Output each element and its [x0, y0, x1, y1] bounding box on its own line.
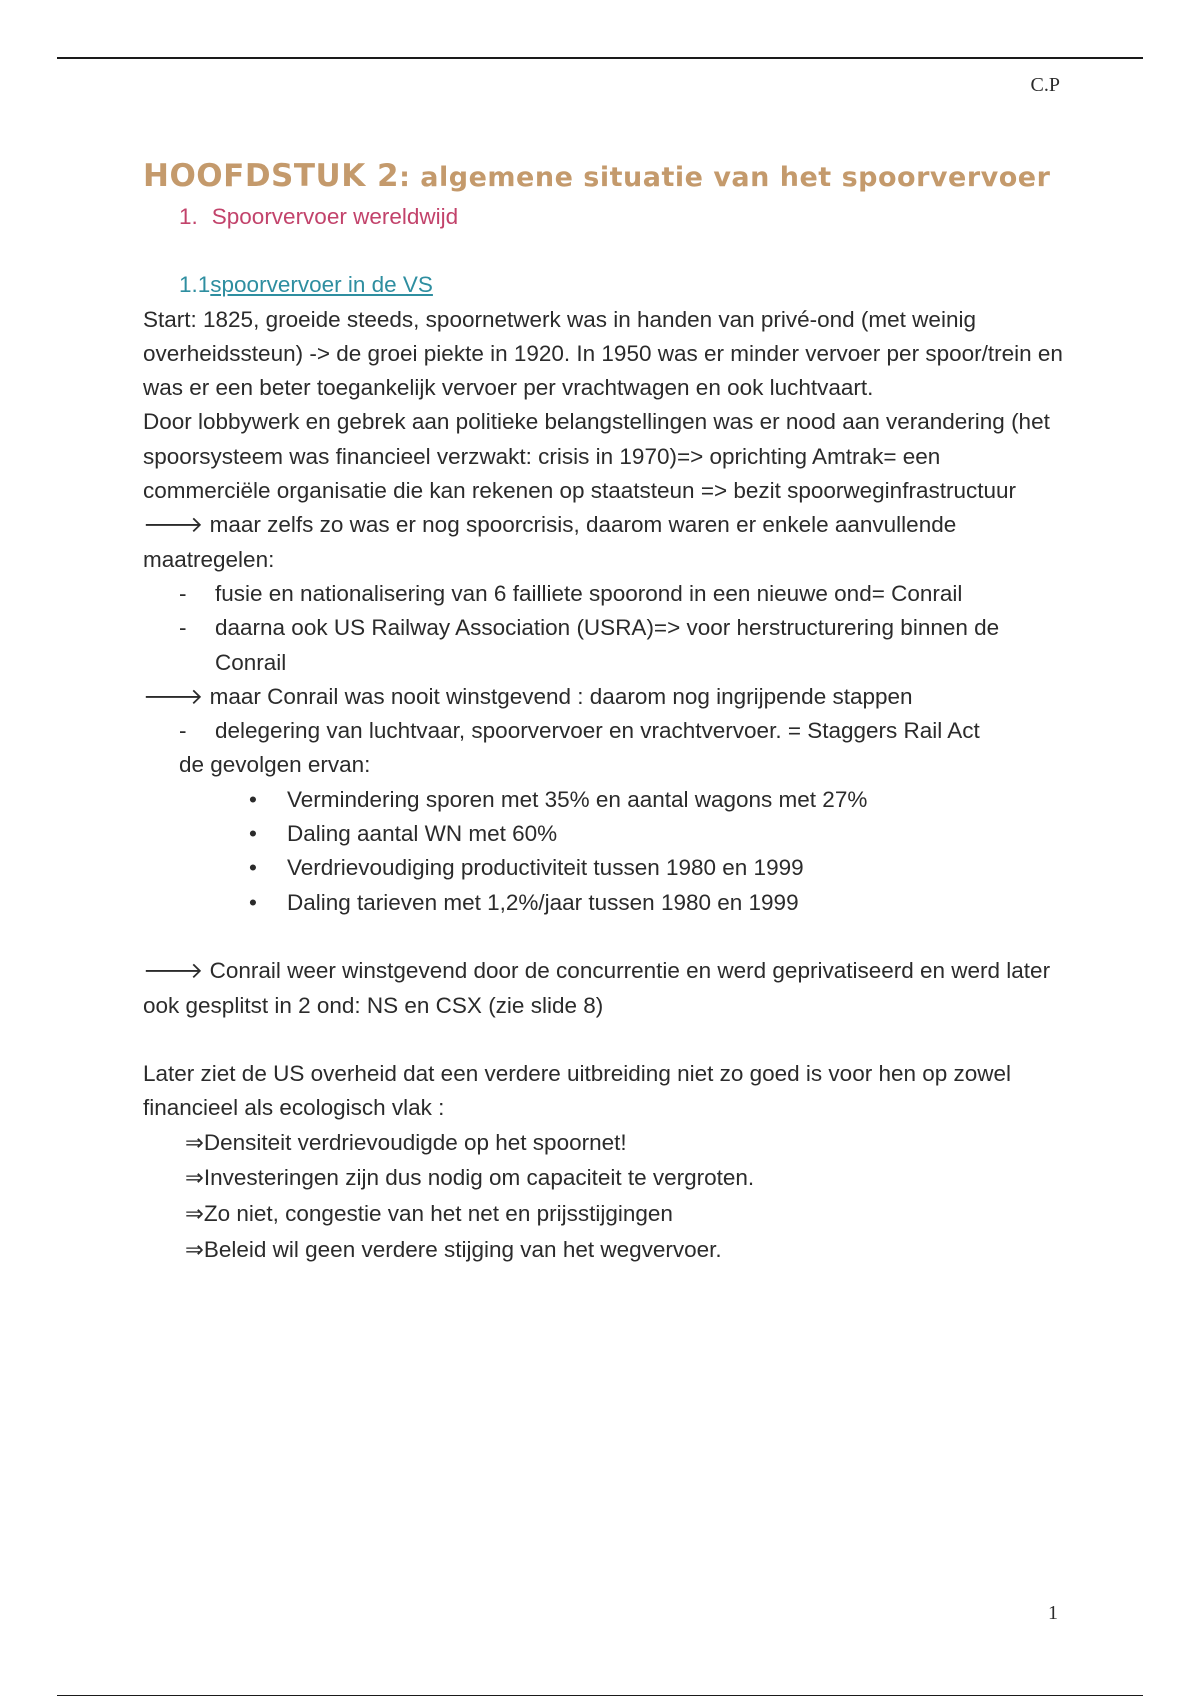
list-item-text: Verdrievoudiging productiviteit tussen 1980 en 1999: [287, 855, 804, 881]
list-item-text: Investeringen zijn dus nodig om capaciteit te vergroten.: [203, 1165, 755, 1191]
arrow-line-1: [143, 508, 1063, 577]
dash-marker: -: [179, 718, 187, 744]
arrow-line-3: [143, 954, 1063, 1023]
list-item: [143, 783, 1063, 817]
list-item-text: Densiteit verdrievoudigde op het spoornet!: [203, 1129, 627, 1155]
list-item: [143, 611, 1063, 680]
bullet-icon: •: [249, 786, 257, 812]
subsection-title: spoorvervoer in de VS: [210, 272, 433, 298]
paragraph-start: Start: 1825, groeide steeds, spoornetwerk was in handen van privé-ond (met weinig overheidssteun) -> de groei piekte in 1920. In 1950 was er minder vervoer per spoor/trein en was er een beter toegankelijk vervoer per vrachtwagen en ook luchtvaart.: [143, 306, 1063, 401]
implies-icon: ⇒: [185, 1201, 204, 1227]
consequences-list: [143, 783, 1063, 920]
bullet-icon: •: [249, 821, 257, 847]
paragraph-later: Later ziet de US overheid dat een verdere uitbreiding niet zo goed is voor hen op zowel financieel als ecologisch vlak :: [143, 1061, 1012, 1121]
subsection-heading: [143, 268, 1063, 302]
list-item-text: Daling aantal WN met 60%: [287, 821, 558, 847]
arrow-line-text: maar Conrail was nooit winstgevend : daarom nog ingrijpende stappen: [209, 683, 913, 709]
arrow-line-text: maar zelfs zo was er nog spoorcrisis, daarom waren er enkele aanvullende maatregelen:: [143, 512, 957, 572]
subsection-number: 1.1: [179, 272, 211, 298]
chapter-title-sub: : algemene situatie van het spoorvervoer: [399, 162, 1051, 193]
list-item: [143, 1197, 1063, 1231]
implies-icon: ⇒: [185, 1236, 204, 1262]
bullet-icon: •: [249, 855, 257, 881]
chapter-title: [143, 150, 1063, 204]
list-item-text: Daling tarieven met 1,2%/jaar tussen 1980 en 1999: [287, 889, 799, 915]
arrow-icon: 🡒: [143, 512, 204, 538]
page-number: 1: [1048, 1602, 1058, 1624]
paragraph-lobby: Door lobbywerk en gebrek aan politieke belangstellingen was er nood aan verandering (het spoorsysteem was financieel verzwakt: crisis in 1970)=> oprichting Amtrak= een commerciële organisatie die kan rekenen op staatsteun => bezit spoorweginfrastructuur: [143, 409, 1050, 504]
list-item-text: Zo niet, congestie van het net en prijsstijgingen: [203, 1201, 673, 1227]
implies-icon: ⇒: [185, 1165, 204, 1191]
dash-marker: -: [179, 615, 187, 641]
header-initials: C.P: [1030, 74, 1060, 96]
spacer: [143, 1023, 1063, 1057]
bullet-icon: •: [249, 889, 257, 915]
arrow-icon: 🡒: [143, 958, 204, 984]
list-item: [143, 817, 1063, 851]
list-item-text: delegering van luchtvaar, spoorvervoer en vrachtvervoer. = Staggers Rail Act: [215, 718, 980, 744]
list-item-text: Beleid wil geen verdere stijging van het wegvervoer.: [203, 1236, 722, 1262]
list-item-text: fusie en nationalisering van 6 failliete spoorond in een nieuwe ond= Conrail: [215, 580, 963, 606]
list-item: [143, 1161, 1063, 1195]
list-item: [143, 577, 1063, 611]
list-item: [143, 1126, 1063, 1160]
list-item: [143, 714, 1063, 748]
list-item: [143, 886, 1063, 920]
spacer: [143, 920, 1063, 954]
arrow-line-text: Conrail weer winstgevend door de concurrentie en werd geprivatiseerd en werd later ook gesplitst in 2 ond: NS en CSX (zie slide 8): [143, 958, 1051, 1018]
implies-icon: ⇒: [185, 1129, 204, 1155]
arrow-icon: 🡒: [143, 683, 204, 709]
consequences-label: de gevolgen ervan:: [179, 752, 371, 778]
list-item: [143, 1233, 1063, 1267]
list-item-text: daarna ook US Railway Association (USRA)=> voor herstructurering binnen de Conrail: [215, 615, 1000, 675]
section-number: 1.: [179, 204, 198, 229]
section-title: Spoorvervoer wereldwijd: [211, 204, 459, 229]
dash-marker: -: [179, 580, 187, 606]
arrow-line-2: [143, 680, 1063, 714]
list-item: [143, 851, 1063, 885]
list-item-text: Vermindering sporen met 35% en aantal wagons met 27%: [287, 786, 868, 812]
top-rule: [57, 57, 1143, 59]
section-heading: [143, 200, 1063, 234]
steps-list: [143, 714, 1063, 748]
document-body: [143, 150, 1063, 1268]
measures-list: [143, 577, 1063, 680]
implications-list: [143, 1126, 1063, 1267]
chapter-title-main: HOOFDSTUK 2: [143, 158, 400, 194]
bottom-rule: [57, 1695, 1143, 1696]
